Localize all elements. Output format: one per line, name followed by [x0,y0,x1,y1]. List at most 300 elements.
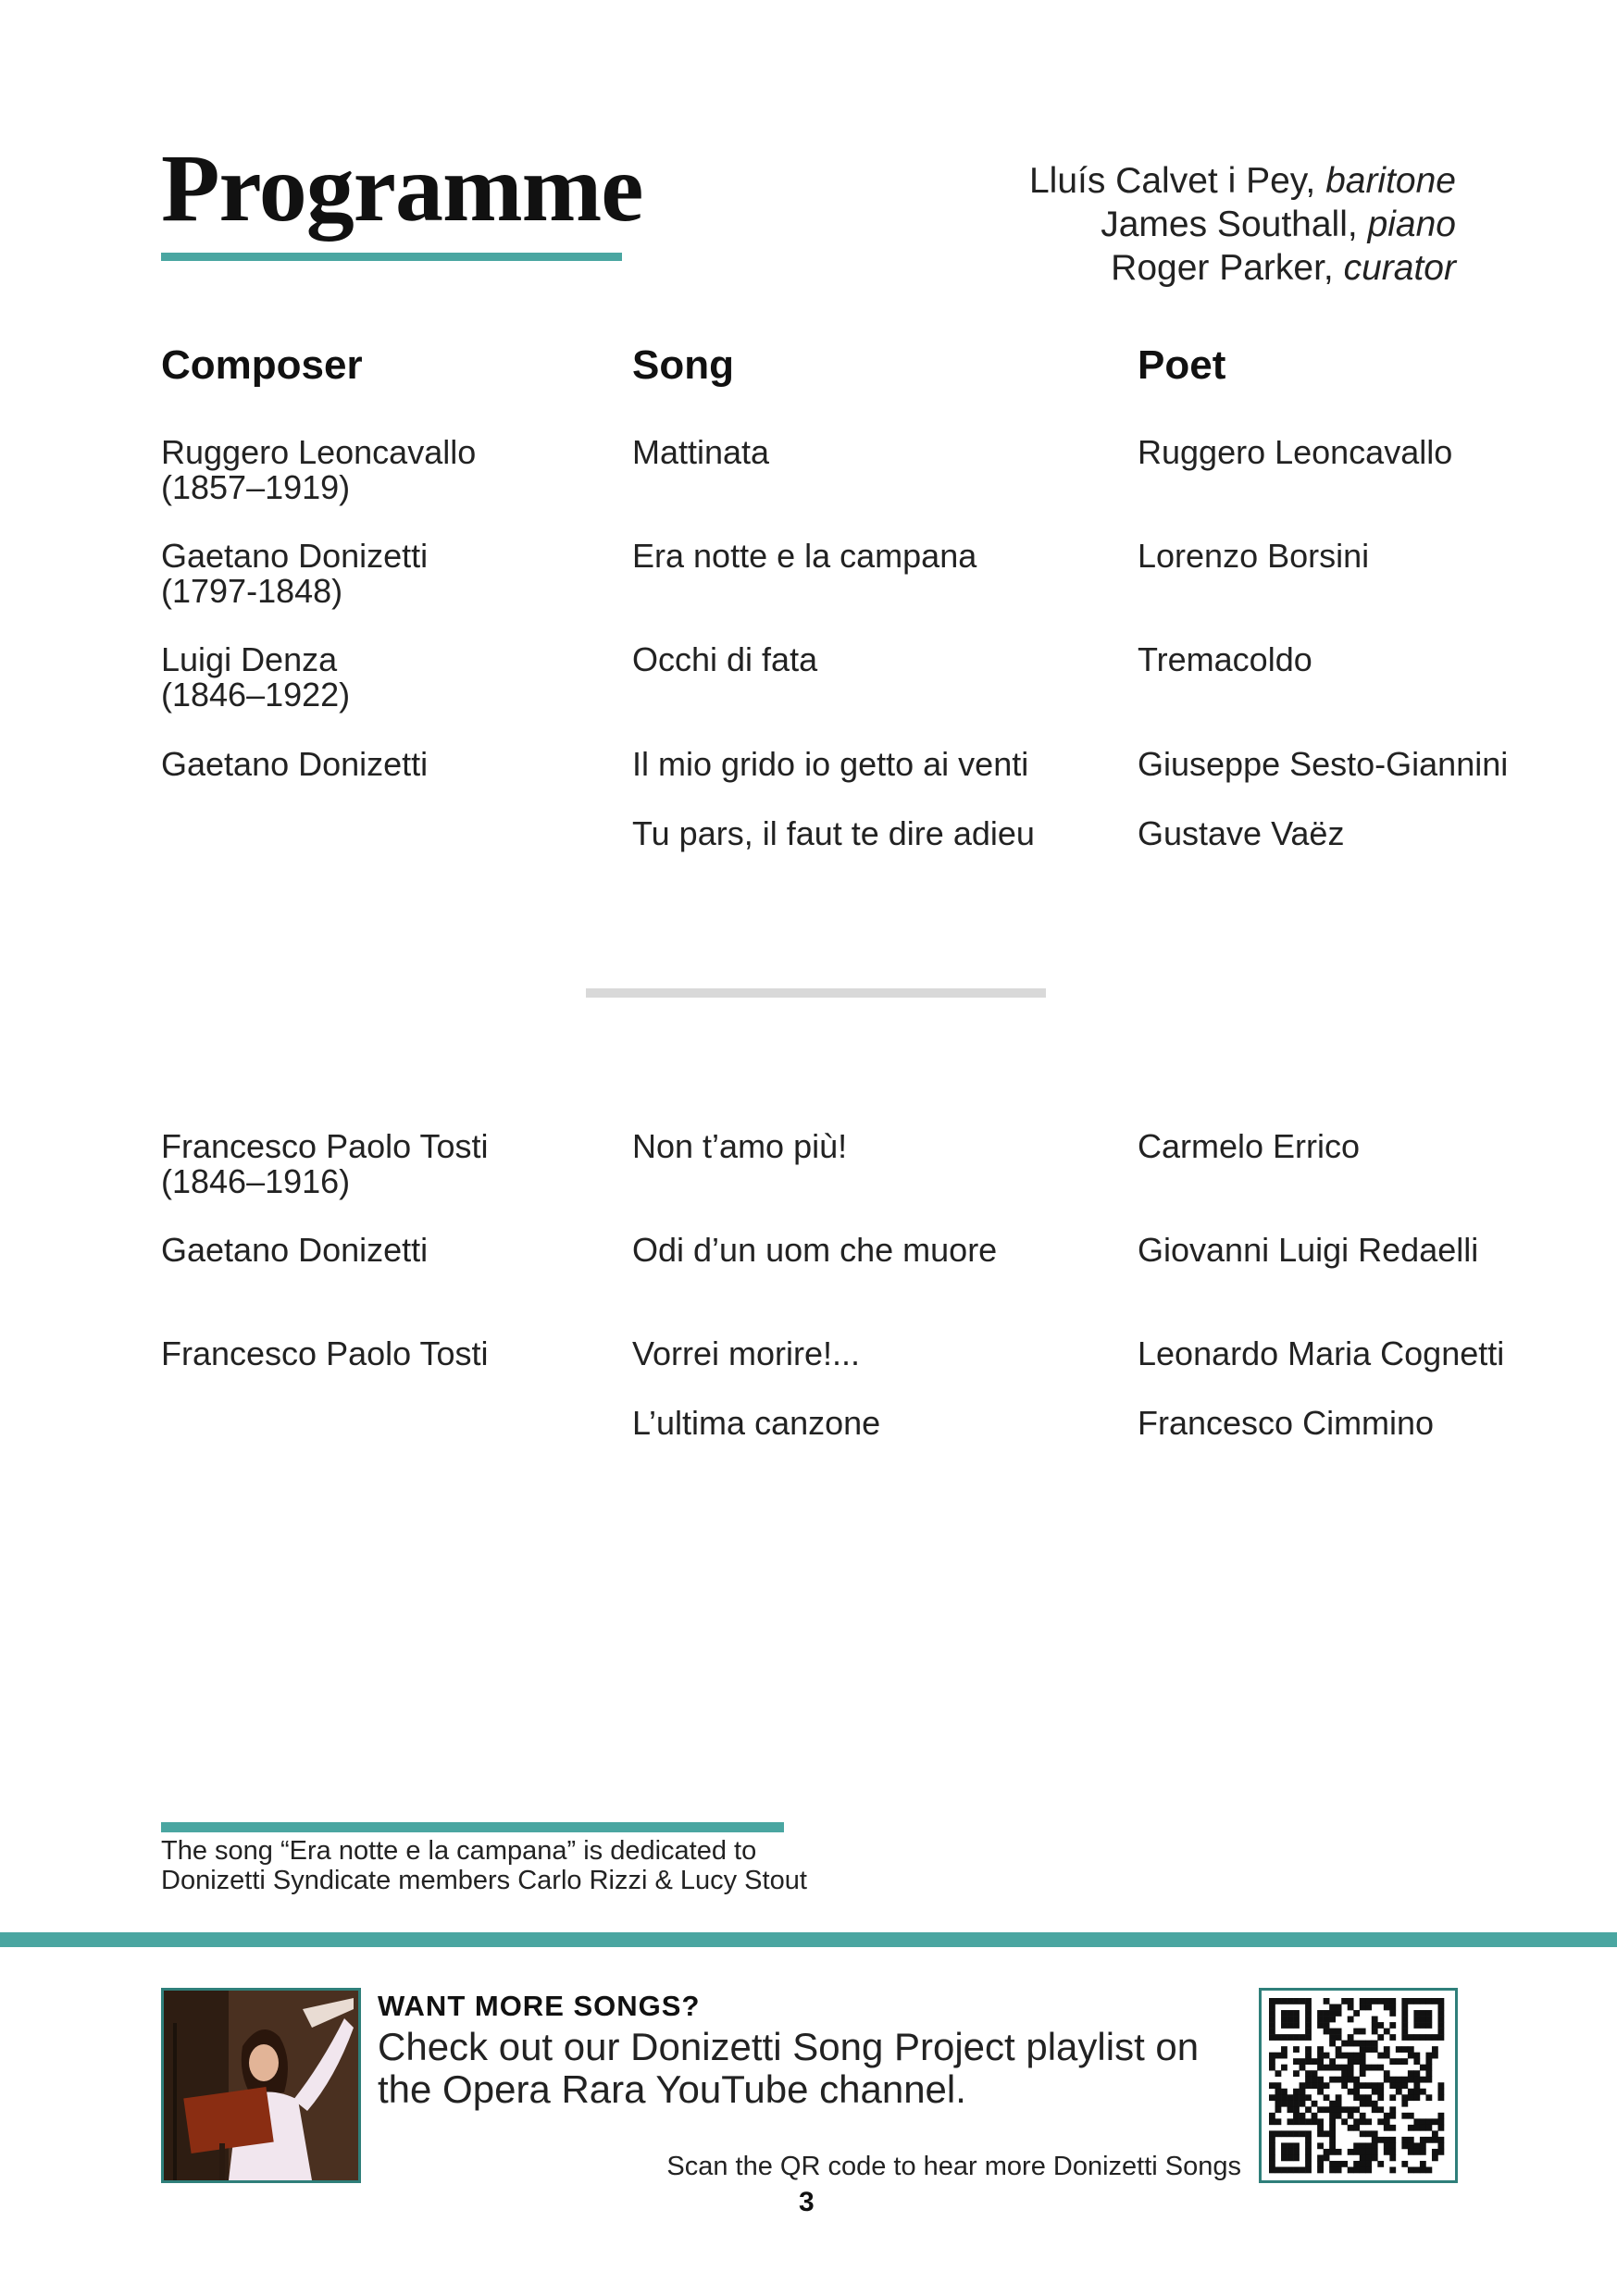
column-header-poet: Poet [1138,342,1226,388]
qr-module [1305,2070,1312,2077]
qr-module [1425,2077,1432,2083]
qr-module [1317,2106,1324,2113]
qr-module [1269,2034,1275,2041]
qr-module [1348,2053,1354,2059]
qr-module [1305,2161,1312,2167]
qr-module [1408,2089,1414,2095]
qr-module [1365,2046,1372,2053]
qr-module [1341,2077,1348,2083]
qr-module [1348,2077,1354,2083]
qr-caption: Scan the QR code to hear more Donizetti Songs [666,2152,1241,2181]
qr-module [1360,2142,1366,2149]
qr-module [1437,2082,1444,2089]
qr-module [1413,2058,1420,2065]
qr-module [1372,2149,1378,2155]
qr-module [1317,2017,1324,2023]
qr-module [1437,2010,1444,2017]
qr-module [1372,2029,1378,2035]
qr-module [1372,2142,1378,2149]
qr-module [1275,2118,1282,2125]
qr-module [1305,1998,1312,2004]
qr-module [1353,2161,1360,2167]
qr-module [1305,2137,1312,2143]
credit-role: curator [1343,248,1456,288]
qr-module [1437,1998,1444,2004]
qr-module [1432,2034,1438,2041]
qr-module [1384,2125,1390,2131]
qr-module [1341,1998,1348,2004]
qr-module [1437,2017,1444,2023]
qr-module [1372,2154,1378,2161]
qr-module [1377,1998,1384,2004]
qr-module [1300,2034,1306,2041]
qr-module [1353,2125,1360,2131]
qr-module [1293,2101,1300,2107]
qr-code[interactable] [1259,1988,1458,2183]
qr-module [1269,2065,1275,2071]
qr-module [1341,2106,1348,2113]
qr-module [1365,2041,1372,2047]
qr-module [1413,2089,1420,2095]
qr-module [1413,2149,1420,2155]
qr-module [1437,2118,1444,2125]
qr-module [1293,2149,1300,2155]
footnote-line: Donizetti Syndicate members Carlo Rizzi & Lucy Stout [161,1866,807,1895]
qr-module [1269,2017,1275,2023]
qr-module [1300,2058,1306,2065]
qr-module [1365,2142,1372,2149]
qr-module [1324,2130,1330,2137]
qr-module [1413,2142,1420,2149]
qr-module [1336,2034,1342,2041]
qr-module [1401,2113,1408,2119]
qr-module [1317,2082,1324,2089]
poet-cell: Tremacoldo [1138,640,1312,678]
qr-module [1317,2142,1324,2149]
poet-cell: Lorenzo Borsini [1138,537,1370,575]
qr-module [1281,2089,1287,2095]
qr-module [1293,2034,1300,2041]
qr-module [1329,2058,1336,2065]
promo-heading: WANT MORE SONGS? [378,1990,701,2022]
qr-module [1287,2149,1294,2155]
qr-module [1324,2065,1330,2071]
qr-module [1401,2022,1408,2029]
credit-role: baritone [1325,161,1456,201]
qr-module [1329,2137,1336,2143]
qr-module [1329,2166,1336,2173]
composer-dates: (1797-1848) [161,572,343,610]
qr-module [1360,2161,1366,2167]
qr-module [1269,2113,1275,2119]
qr-module [1341,2070,1348,2077]
qr-module [1300,2130,1306,2137]
qr-module [1420,2149,1426,2155]
qr-module [1287,2130,1294,2137]
qr-module [1372,2017,1378,2023]
qr-module [1372,2046,1378,2053]
interval-divider [586,988,1046,998]
qr-module [1269,2154,1275,2161]
qr-module [1269,2149,1275,2155]
qr-module [1377,2022,1384,2029]
qr-module [1401,2010,1408,2017]
credit-name: Roger Parker, [1111,248,1334,288]
qr-module [1317,2089,1324,2095]
qr-module [1293,2022,1300,2029]
qr-module [1281,2053,1287,2059]
qr-module [1420,2125,1426,2131]
qr-module [1389,2010,1396,2017]
qr-module [1401,2094,1408,2101]
qr-module [1401,2058,1408,2065]
qr-module [1353,2094,1360,2101]
qr-module [1269,2082,1275,2089]
qr-module [1329,2113,1336,2119]
qr-module [1300,1998,1306,2004]
qr-module [1300,2101,1306,2107]
qr-module [1408,2077,1414,2083]
qr-module [1425,2137,1432,2143]
qr-module [1365,2082,1372,2089]
qr-module [1305,2053,1312,2059]
qr-module [1389,2077,1396,2083]
qr-module [1269,2130,1275,2137]
qr-module [1305,2118,1312,2125]
singer-illustration [164,1991,358,2180]
qr-module [1293,2017,1300,2023]
qr-module [1425,2010,1432,2017]
qr-module [1305,2154,1312,2161]
poet-cell: Giuseppe Sesto-Giannini [1138,745,1509,783]
qr-module [1401,2034,1408,2041]
qr-module [1360,2082,1366,2089]
qr-module [1401,2029,1408,2035]
qr-module [1389,2142,1396,2149]
qr-module [1372,2101,1378,2107]
qr-module [1432,2130,1438,2137]
qr-module [1329,2130,1336,2137]
qr-module [1389,1998,1396,2004]
qr-module [1437,2125,1444,2131]
qr-module [1408,2125,1414,2131]
column-header-composer: Composer [161,342,363,388]
song-cell: Occhi di fata [632,640,818,678]
qr-module [1384,2053,1390,2059]
qr-module [1389,2082,1396,2089]
qr-module [1281,2017,1287,2023]
qr-module [1389,2034,1396,2041]
qr-module [1425,1998,1432,2004]
qr-module [1348,2017,1354,2023]
song-cell: Vorrei morire!... [632,1334,861,1372]
song-cell: Non t’amo più! [632,1127,848,1165]
qr-module [1336,2053,1342,2059]
qr-module [1401,2046,1408,2053]
credit-role: piano [1367,205,1456,244]
qr-module [1305,2082,1312,2089]
qr-module [1365,2065,1372,2071]
qr-module [1269,2058,1275,2065]
qr-module [1293,2113,1300,2119]
qr-module [1425,2125,1432,2131]
qr-module [1408,2142,1414,2149]
qr-module [1377,2053,1384,2059]
qr-module [1372,2089,1378,2095]
qr-module [1336,2046,1342,2053]
qr-module [1269,2142,1275,2149]
composer-cell [161,1336,489,1371]
qr-module [1425,2094,1432,2101]
qr-module [1432,2046,1438,2053]
qr-module [1341,2053,1348,2059]
qr-module [1329,2004,1336,2011]
qr-module [1329,2017,1336,2023]
qr-module [1275,2130,1282,2137]
qr-module [1293,2130,1300,2137]
qr-module [1401,2082,1408,2089]
qr-module [1324,2154,1330,2161]
qr-module [1293,2118,1300,2125]
qr-module [1287,2166,1294,2173]
qr-module [1269,1998,1275,2004]
qr-module [1293,2070,1300,2077]
qr-module [1365,2101,1372,2107]
qr-module [1300,2113,1306,2119]
qr-module [1353,2166,1360,2173]
qr-module [1377,2094,1384,2101]
qr-module [1305,2004,1312,2011]
qr-module [1420,2034,1426,2041]
qr-module [1269,2004,1275,2011]
qr-module [1360,2130,1366,2137]
qr-module [1377,2161,1384,2167]
song-cell: L’ultima canzone [632,1404,881,1442]
qr-module [1348,2034,1354,2041]
qr-module [1348,2149,1354,2155]
qr-module [1372,1998,1378,2004]
qr-module [1336,2029,1342,2035]
qr-module [1408,1998,1414,2004]
qr-module [1425,2034,1432,2041]
qr-module [1312,2118,1318,2125]
qr-module [1384,2118,1390,2125]
poet-cell: Leonardo Maria Cognetti [1138,1334,1505,1372]
qr-module [1360,2046,1366,2053]
qr-module [1401,2017,1408,2023]
qr-module [1413,2125,1420,2131]
qr-module [1269,2029,1275,2035]
qr-module [1360,2118,1366,2125]
qr-module [1353,2029,1360,2035]
qr-module [1389,2125,1396,2131]
qr-module [1269,2161,1275,2167]
qr-module [1275,2034,1282,2041]
qr-module [1420,2161,1426,2167]
qr-module [1317,2053,1324,2059]
qr-module [1324,2149,1330,2155]
footnote-line: The song “Era notte e la campana” is dedicated to [161,1836,757,1866]
qr-module [1275,2089,1282,2095]
qr-module [1281,2022,1287,2029]
qr-module [1389,2022,1396,2029]
qr-module [1360,2058,1366,2065]
qr-module [1305,2029,1312,2035]
qr-module [1329,2034,1336,2041]
qr-module [1353,2082,1360,2089]
qr-module [1305,2166,1312,2173]
qr-module [1317,2077,1324,2083]
qr-module [1401,2137,1408,2143]
qr-module [1300,2082,1306,2089]
qr-module [1305,2022,1312,2029]
qr-module [1413,2070,1420,2077]
qr-module [1396,2082,1402,2089]
qr-module [1425,2065,1432,2071]
qr-module [1305,2017,1312,2023]
qr-module [1389,2166,1396,2173]
qr-module [1437,2089,1444,2095]
poet-cell: Carmelo Errico [1138,1127,1361,1165]
qr-module [1329,2101,1336,2107]
qr-module [1360,2029,1366,2035]
qr-module [1365,2118,1372,2125]
qr-module [1329,2065,1336,2071]
qr-module [1389,2094,1396,2101]
qr-module [1413,2077,1420,2083]
qr-module [1293,2094,1300,2101]
qr-module [1389,2137,1396,2143]
qr-module [1360,2149,1366,2155]
qr-module [1437,2004,1444,2011]
qr-module [1324,2022,1330,2029]
qr-module [1384,2070,1390,2077]
qr-module [1317,2010,1324,2017]
qr-module [1401,1998,1408,2004]
qr-module [1336,2161,1342,2167]
qr-module [1324,2106,1330,2113]
song-cell: Tu pars, il faut te dire adieu [632,814,1035,852]
qr-module [1329,2161,1336,2167]
qr-module [1348,2041,1354,2047]
qr-module [1389,2106,1396,2113]
qr-module [1336,2094,1342,2101]
qr-module [1413,2022,1420,2029]
qr-module [1281,2130,1287,2137]
qr-module [1305,2046,1312,2053]
qr-module [1413,2094,1420,2101]
qr-module [1420,2017,1426,2023]
composer-name: Francesco Paolo Tosti [161,1334,489,1372]
qr-module [1408,2053,1414,2059]
qr-module [1360,2065,1366,2071]
qr-module [1336,2166,1342,2173]
qr-module [1365,2149,1372,2155]
qr-module [1384,2004,1390,2011]
qr-module [1420,2077,1426,2083]
qr-module [1389,2154,1396,2161]
column-header-song: Song [632,342,734,388]
qr-module [1372,2082,1378,2089]
qr-module [1420,2089,1426,2095]
qr-module [1281,2034,1287,2041]
qr-module [1384,2113,1390,2119]
composer-cell [161,642,350,713]
qr-module [1329,2106,1336,2113]
composer-name: Gaetano Donizetti [161,537,429,575]
qr-module [1372,2065,1378,2071]
performer-credits [1029,159,1456,290]
qr-module [1293,1998,1300,2004]
qr-module [1348,2113,1354,2119]
qr-module [1287,2106,1294,2113]
composer-name: Luigi Denza [161,640,338,678]
qr-module [1324,1998,1330,2004]
qr-module [1287,2154,1294,2161]
qr-module [1300,2089,1306,2095]
qr-code-icon [1262,1991,1455,2180]
qr-module [1281,1998,1287,2004]
qr-module [1287,2101,1294,2107]
qr-module [1353,2010,1360,2017]
qr-module [1293,2089,1300,2095]
qr-module [1372,2106,1378,2113]
qr-module [1432,1998,1438,2004]
qr-module [1305,2010,1312,2017]
qr-module [1413,2118,1420,2125]
composer-name: Francesco Paolo Tosti [161,1127,489,1165]
qr-module [1372,2130,1378,2137]
qr-module [1293,2106,1300,2113]
qr-module [1420,2065,1426,2071]
qr-module [1377,2082,1384,2089]
qr-module [1413,1998,1420,2004]
qr-module [1437,2137,1444,2143]
qr-module [1353,2058,1360,2065]
qr-module [1401,2004,1408,2011]
qr-module [1329,2010,1336,2017]
qr-module [1396,2058,1402,2065]
qr-module [1329,2149,1336,2155]
qr-module [1336,2149,1342,2155]
qr-module [1401,2142,1408,2149]
qr-module [1275,2094,1282,2101]
qr-module [1377,2118,1384,2125]
qr-module [1408,2166,1414,2173]
qr-module [1269,2137,1275,2143]
qr-module [1275,2101,1282,2107]
qr-module [1275,2106,1282,2113]
qr-module [1384,2142,1390,2149]
qr-module [1425,2166,1432,2173]
composer-cell [161,539,428,609]
promo-text: Check out our Donizetti Song Project playlist on the Opera Rara YouTube channel. [378,2025,1200,2111]
qr-module [1437,2142,1444,2149]
qr-module [1360,2113,1366,2119]
composer-cell [161,435,476,505]
qr-module [1384,2149,1390,2155]
qr-module [1336,2004,1342,2011]
qr-module [1300,2166,1306,2173]
qr-module [1293,2166,1300,2173]
composer-dates: (1857–1919) [161,468,351,506]
qr-module [1401,2077,1408,2083]
qr-module [1275,2082,1282,2089]
composer-cell [161,747,428,782]
qr-module [1324,2082,1330,2089]
title-underline [161,253,622,261]
song-cell: Il mio grido io getto ai venti [632,745,1029,783]
